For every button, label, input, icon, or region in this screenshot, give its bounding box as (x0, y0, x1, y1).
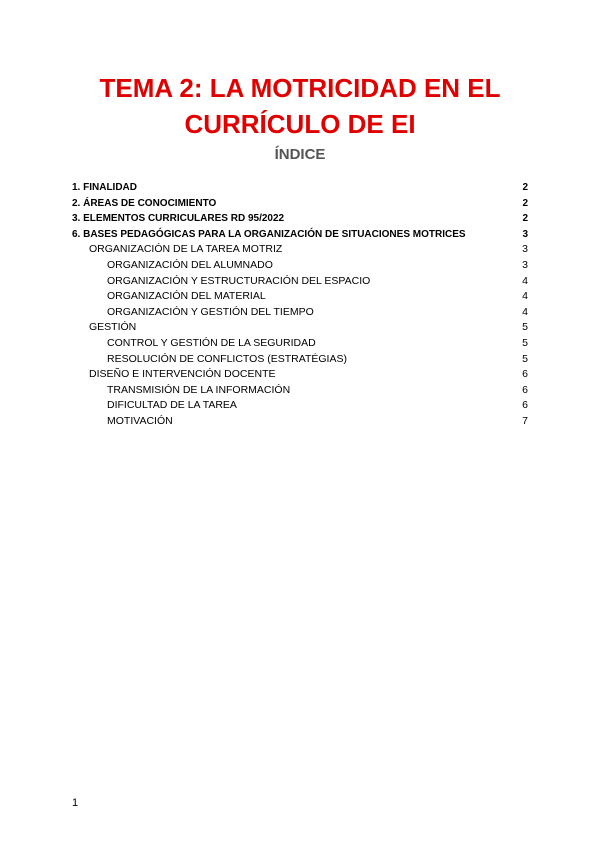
toc-entry-page: 6 (522, 383, 528, 396)
toc-entry-page: 4 (522, 274, 528, 287)
toc-entry[interactable] (72, 196, 528, 212)
page-number: 1 (72, 797, 79, 809)
toc-entry-label: 2. ÁREAS DE CONOCIMIENTO (72, 197, 217, 209)
toc-entry[interactable] (72, 180, 528, 196)
toc-entry-label: ORGANIZACIÓN DEL MATERIAL (107, 290, 266, 303)
toc-entry-page: 6 (522, 399, 528, 412)
toc-entry-page: 5 (522, 321, 528, 334)
toc-entry[interactable] (72, 320, 528, 336)
toc-entry-label: ORGANIZACIÓN DEL ALUMNADO (107, 258, 273, 271)
toc-entry[interactable] (72, 398, 528, 414)
toc-entry-label: ORGANIZACIÓN Y ESTRUCTURACIÓN DEL ESPACIO (107, 274, 371, 287)
toc-entry[interactable] (72, 367, 528, 383)
toc-entry-label: 6. BASES PEDAGÓGICAS PARA LA ORGANIZACIÓN DE SITUACIONES MOTRICES (72, 228, 466, 240)
index-heading: ÍNDICE (274, 146, 326, 163)
document-title-line-2: CURRÍCULO DE EI (184, 109, 416, 139)
toc-entry-label: MOTIVACIÓN (107, 414, 173, 427)
toc-entry-page: 5 (522, 352, 528, 365)
toc-entry-page: 7 (522, 414, 528, 427)
toc-entry-page: 2 (522, 213, 528, 225)
toc-entry[interactable] (72, 336, 528, 352)
toc-entry[interactable] (72, 352, 528, 368)
toc-entry-label: TRANSMISIÓN DE LA INFORMACIÓN (107, 383, 291, 396)
toc-entry-page: 3 (522, 243, 528, 256)
toc-entry-page: 4 (522, 290, 528, 303)
toc-entry-page: 4 (522, 305, 528, 318)
toc-entry-label: DISEÑO E INTERVENCIÓN DOCENTE (89, 368, 276, 381)
toc-entry-page: 5 (522, 336, 528, 349)
toc-entry[interactable] (72, 211, 528, 227)
toc-entry[interactable] (72, 414, 528, 430)
toc-entry-page: 2 (522, 182, 528, 193)
document-title (0, 70, 600, 142)
toc-entry-label: 1. FINALIDAD (72, 182, 137, 193)
toc-entry[interactable] (72, 274, 528, 290)
toc-entry[interactable] (72, 258, 528, 274)
toc-entry-label: CONTROL Y GESTIÓN DE LA SEGURIDAD (107, 336, 316, 349)
toc-entry-page: 3 (522, 258, 528, 271)
toc-entry[interactable] (72, 383, 528, 399)
toc-entry[interactable] (72, 227, 528, 243)
toc-entry-page: 3 (522, 228, 528, 240)
toc-entry-label: ORGANIZACIÓN Y GESTIÓN DEL TIEMPO (107, 305, 314, 318)
toc-entry-label: ORGANIZACIÓN DE LA TAREA MOTRIZ (89, 243, 283, 256)
table-of-contents (72, 180, 528, 430)
toc-entry[interactable] (72, 242, 528, 258)
toc-entry-label: GESTIÓN (89, 321, 137, 334)
toc-entry[interactable] (72, 289, 528, 305)
toc-entry-label: RESOLUCIÓN DE CONFLICTOS (ESTRATÉGIAS) (107, 352, 347, 365)
toc-entry[interactable] (72, 305, 528, 321)
toc-entry-label: DIFICULTAD DE LA TAREA (107, 399, 237, 412)
toc-entry-page: 2 (522, 197, 528, 209)
toc-entry-label: 3. ELEMENTOS CURRICULARES RD 95/2022 (72, 213, 285, 225)
toc-entry-page: 6 (522, 368, 528, 381)
document-title-line-1: TEMA 2: LA MOTRICIDAD EN EL (99, 73, 501, 103)
